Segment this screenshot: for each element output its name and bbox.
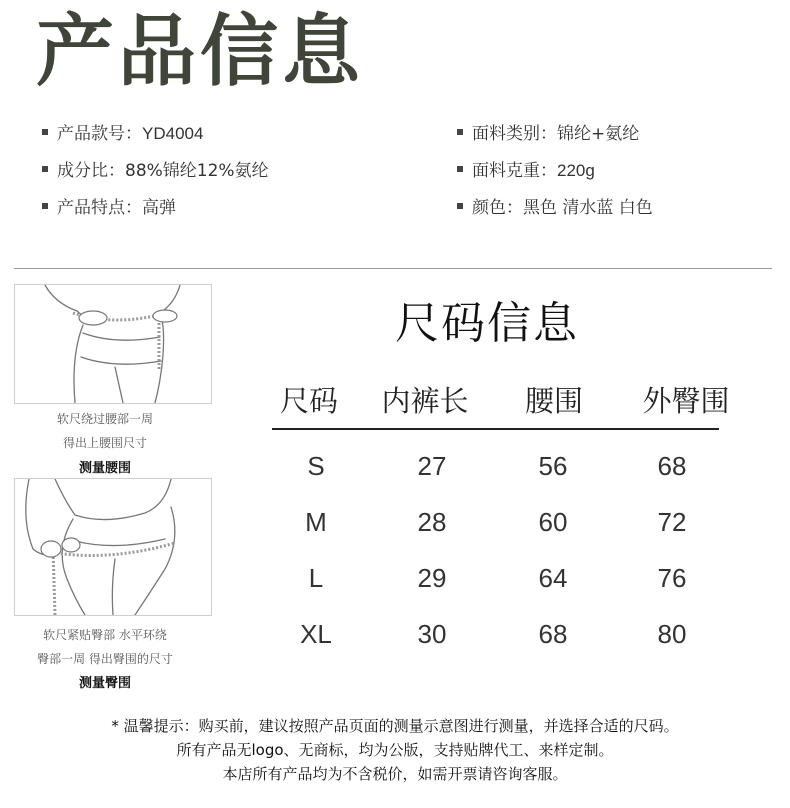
info-composition xyxy=(42,159,269,183)
hip-figure-icon xyxy=(15,479,211,615)
length-cell: 29 xyxy=(417,563,447,593)
waist-caption-line1: 软尺绕过腰部一周 xyxy=(56,412,153,426)
footer-notes xyxy=(0,714,790,786)
size-cell: L xyxy=(308,563,324,593)
length-column-header: 内裤长 xyxy=(381,384,469,418)
info-value: 88%锦纶12%氨纶 xyxy=(125,161,269,181)
table-header-rule xyxy=(272,428,719,430)
size-cell: S xyxy=(307,451,325,481)
waist-measure-illustration xyxy=(14,284,212,404)
waist-cell: 56 xyxy=(538,451,568,481)
bullet-icon xyxy=(457,203,463,209)
hip-caption-line2: 臀部一周 得出臀围的尺寸 xyxy=(37,652,173,666)
info-style-number xyxy=(42,122,203,146)
info-fabric-type xyxy=(457,122,639,146)
note-line: 本店所有产品均为不含税价，如需开票请咨询客服。 xyxy=(222,765,568,783)
hip-cell: 68 xyxy=(657,451,687,481)
hip-cell: 72 xyxy=(657,507,687,537)
size-column-header: 尺码 xyxy=(279,384,339,418)
info-label: 成分比： xyxy=(57,161,125,181)
waist-column-header: 腰围 xyxy=(524,384,584,418)
size-cell: XL xyxy=(300,619,332,649)
bullet-icon xyxy=(42,129,48,135)
waist-figure-icon xyxy=(15,285,211,403)
size-cell: M xyxy=(305,507,327,537)
bullet-icon xyxy=(457,129,463,135)
note-line: 所有产品无logo、无商标，均为公版，支持贴牌代工、来样定制。 xyxy=(176,741,614,759)
hip-cell: 80 xyxy=(657,619,687,649)
hip-column-header: 外臀围 xyxy=(642,384,730,418)
waist-caption-title: 测量腰围 xyxy=(78,461,131,476)
length-cell: 30 xyxy=(417,619,447,649)
waist-cell: 64 xyxy=(538,563,568,593)
note-line: * 温馨提示：购买前，建议按照产品页面的测量示意图进行测量，并选择合适的尺码。 xyxy=(111,717,679,735)
hip-measure-illustration xyxy=(14,478,212,616)
info-value: 黑色 清水蓝 白色 xyxy=(523,198,653,218)
bullet-icon xyxy=(42,203,48,209)
info-label: 产品特点： xyxy=(57,198,142,218)
info-label: 颜色： xyxy=(472,198,523,218)
length-cell: 28 xyxy=(417,507,447,537)
bullet-icon xyxy=(42,166,48,172)
info-fabric-weight xyxy=(457,159,595,183)
hip-caption-line1: 软尺紧贴臀部 水平环绕 xyxy=(43,628,167,642)
info-value: 220g xyxy=(557,161,595,180)
length-cell: 27 xyxy=(417,451,447,481)
waist-caption-line2: 得出上腰围尺寸 xyxy=(62,436,147,450)
info-features xyxy=(42,196,176,220)
hip-caption-title: 测量臀围 xyxy=(78,676,131,691)
size-chart-title: 尺码信息 xyxy=(395,298,579,349)
info-value: 高弹 xyxy=(142,198,176,218)
page-title: 产品信息 xyxy=(36,7,365,97)
info-value: 锦纶+氨纶 xyxy=(557,124,640,144)
waist-cell: 60 xyxy=(538,507,568,537)
bullet-icon xyxy=(457,166,463,172)
info-label: 面料类别： xyxy=(472,124,557,144)
section-divider xyxy=(14,268,772,269)
info-label: 面料克重： xyxy=(472,161,557,181)
info-label: 产品款号： xyxy=(57,124,142,144)
hip-cell: 76 xyxy=(657,563,687,593)
waist-cell: 68 xyxy=(538,619,568,649)
info-colors xyxy=(457,196,653,220)
info-value: YD4004 xyxy=(142,124,204,143)
